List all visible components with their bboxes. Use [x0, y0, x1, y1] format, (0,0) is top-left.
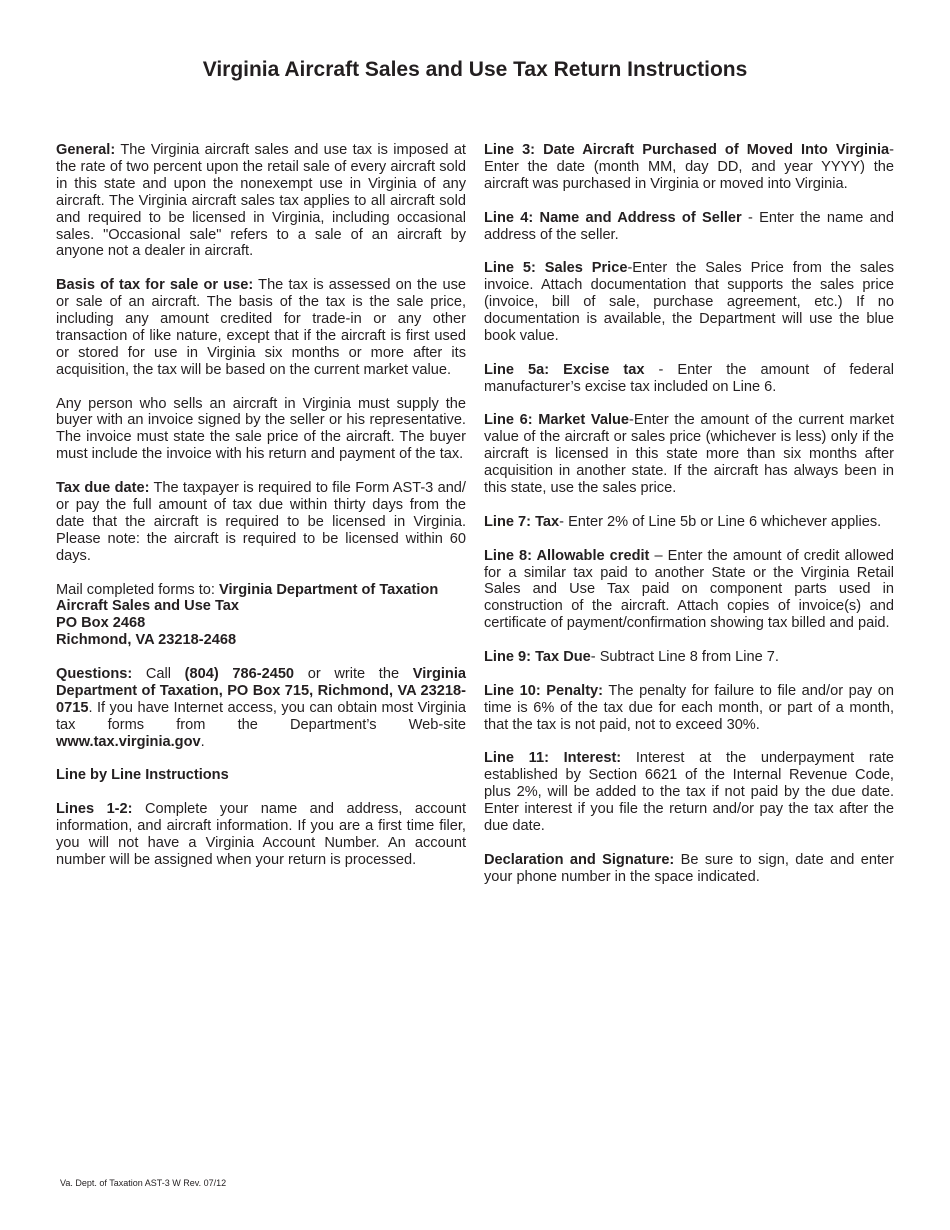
line-7-heading: Line 7: Tax — [484, 513, 560, 530]
form-footer: Va. Dept. of Taxation AST-3 W Rev. 07/12 — [60, 1178, 227, 1188]
declaration-text: Be sure to sign, date and enter your phone number in the space indicated. — [484, 851, 894, 885]
line-7-text: - Enter 2% of Line 5b or Line 6 whichever applies. — [559, 513, 882, 530]
line-10-text: The penalty for failure to file and/or pay on time is 6% of the tax due for each month, or part of a month, that the tax is not paid, not to exceed 30%. — [484, 682, 894, 733]
right-column — [484, 142, 894, 903]
basis-heading: Basis of tax for sale or use: — [56, 277, 254, 294]
line-9-paragraph — [484, 649, 894, 666]
line-6-paragraph — [484, 412, 894, 497]
line-8-heading: Line 8: Allowable credit — [484, 547, 650, 564]
department-address: Virginia Department of Taxation, PO Box 715, Richmond, VA 23218-0715 — [56, 666, 466, 716]
page-title: Virginia Aircraft Sales and Use Tax Return Instructions — [202, 58, 748, 81]
due-date-text: The taxpayer is required to file Form AST-3 and/ or pay the full amount of tax due within thirty days from the date that the aircraft is required to be licensed in Virginia. Please note: the aircraft is required to be licensed within 60 days. — [56, 480, 466, 564]
line-8-paragraph — [484, 548, 894, 633]
line-11-text: Interest at the underpayment rate established by Section 6621 of the Internal Revenue Code, plus 2%, will be added to the tax if not paid by the due date. Enter interest if you file the return and/or pay the tax after the due date. — [484, 750, 894, 835]
lines-1-2-paragraph — [56, 801, 466, 869]
line-5-heading: Line 5: Sales Price — [484, 260, 628, 277]
line-4-heading: Line 4: Name and Address of Seller — [484, 209, 742, 226]
declaration-heading: Declaration and Signature: — [484, 851, 675, 868]
line-8-text: – Enter the amount of credit allowed for a similar tax paid to another State or the Virginia Retail Sales and Use Tax paid on component parts used in construction of the aircraft. Attach copies of invoice(s) and certificate of payment/confirmation showing tax billed and paid. — [484, 547, 894, 632]
questions-paragraph — [56, 666, 466, 751]
basis-paragraph — [56, 277, 466, 378]
due-date-heading: Tax due date: — [56, 480, 150, 497]
line-by-line-heading-text: Line by Line Instructions — [56, 767, 229, 784]
line-11-heading: Line 11: Interest: — [484, 750, 622, 767]
line-5-paragraph — [484, 260, 894, 345]
line-6-heading: Line 6: Market Value — [484, 412, 630, 429]
general-heading: General: — [56, 142, 116, 158]
due-date-paragraph — [56, 480, 466, 565]
basis-text: The tax is assessed on the use or sale of an aircraft. The basis of the tax is the sale price, including any amount credited for trade-in or any other transaction of like nature, except that if the aircraft is first used or stored for use in Virginia six months or more after its acquisition, the tax will be based on the current market value. — [56, 277, 466, 378]
line-5-text: -Enter the Sales Price from the sales invoice. Attach documentation that supports the sales price (invoice, bill of sale, purchase agreement, etc.) If no documentation is available, the Department will use the blue book value. — [484, 260, 894, 344]
line-5a-paragraph — [484, 362, 894, 396]
mail-address-block — [56, 582, 466, 650]
line-9-text: - Subtract Line 8 from Line 7. — [590, 649, 779, 666]
line-3-heading: Line 3: Date Aircraft Purchased of Moved Into Virginia — [484, 142, 890, 158]
questions-text-1: Call — [132, 666, 185, 683]
line-9-heading: Line 9: Tax Due — [484, 649, 591, 666]
line-11-paragraph — [484, 750, 894, 835]
line-3-text: - Enter the date (month MM, day DD, and year YYYY) the aircraft was purchased in Virginia or moved into Virginia. — [484, 142, 894, 192]
line-5a-text: - Enter the amount of federal manufacturer’s excise tax included on Line 6. — [484, 361, 895, 395]
mail-line-4: Richmond, VA 23218-2468 — [56, 632, 237, 649]
general-text: The Virginia aircraft sales and use tax is imposed at the rate of two percent upon the retail sale of every aircraft sold in this state and upon the nonexempt use in Virginia of any aircraft. The Virginia aircraft sales tax applies to all aircraft sold and required to be licensed in Virginia, including occasional sales. "Occasional sale" refers to a sale of an aircraft by anyone not a dealer in aircraft. — [56, 142, 466, 260]
phone-number: (804) 786-2450 — [184, 666, 295, 683]
lines-1-2-heading: Lines 1-2: — [56, 801, 133, 818]
questions-text-3: . If you have Internet access, you can obtain most Virginia tax forms from the Department’s Web-site — [56, 699, 466, 733]
line-5a-heading: Line 5a: Excise tax — [484, 361, 645, 378]
general-paragraph — [56, 142, 466, 260]
mail-line-2: Aircraft Sales and Use Tax — [56, 598, 240, 615]
line-7-paragraph — [484, 514, 894, 531]
line-4-text: - Enter the name and address of the seller. — [484, 209, 895, 243]
mail-line-3: PO Box 2468 — [56, 615, 146, 632]
declaration-paragraph — [484, 852, 894, 886]
line-10-paragraph — [484, 683, 894, 734]
line-6-text: -Enter the amount of the current market value of the aircraft or sales price (whichever is less) only if the aircraft is licensed in this state more than six months after acquisition in another state. If the aircraft has always been in this state, use the sales price. — [484, 412, 894, 497]
line-3-paragraph — [484, 142, 894, 193]
line-4-paragraph — [484, 210, 894, 244]
mail-line-1: Virginia Department of Taxation — [219, 581, 439, 598]
line-by-line-heading — [56, 767, 466, 784]
line-10-heading: Line 10: Penalty: — [484, 682, 604, 699]
mail-prefix: Mail completed forms to: — [56, 581, 220, 598]
seller-paragraph: Any person who sells an aircraft in Virginia must supply the buyer with an invoice signed by the seller or his representative. The invoice must state the sale price of the aircraft. The buyer must include the invoice with his return and payment of the tax. — [56, 395, 466, 463]
lines-1-2-text: Complete your name and address, account information, and aircraft information. If you are a first time filer, you will not have a Virginia Account Number. An account number will be assigned when your return is processed. — [56, 801, 467, 868]
left-column — [56, 142, 466, 886]
questions-heading: Questions: — [56, 666, 133, 683]
website-link[interactable]: www.tax.virginia.gov — [56, 733, 201, 750]
questions-text-2: or write the — [294, 666, 413, 683]
questions-text-4: . — [200, 733, 205, 750]
